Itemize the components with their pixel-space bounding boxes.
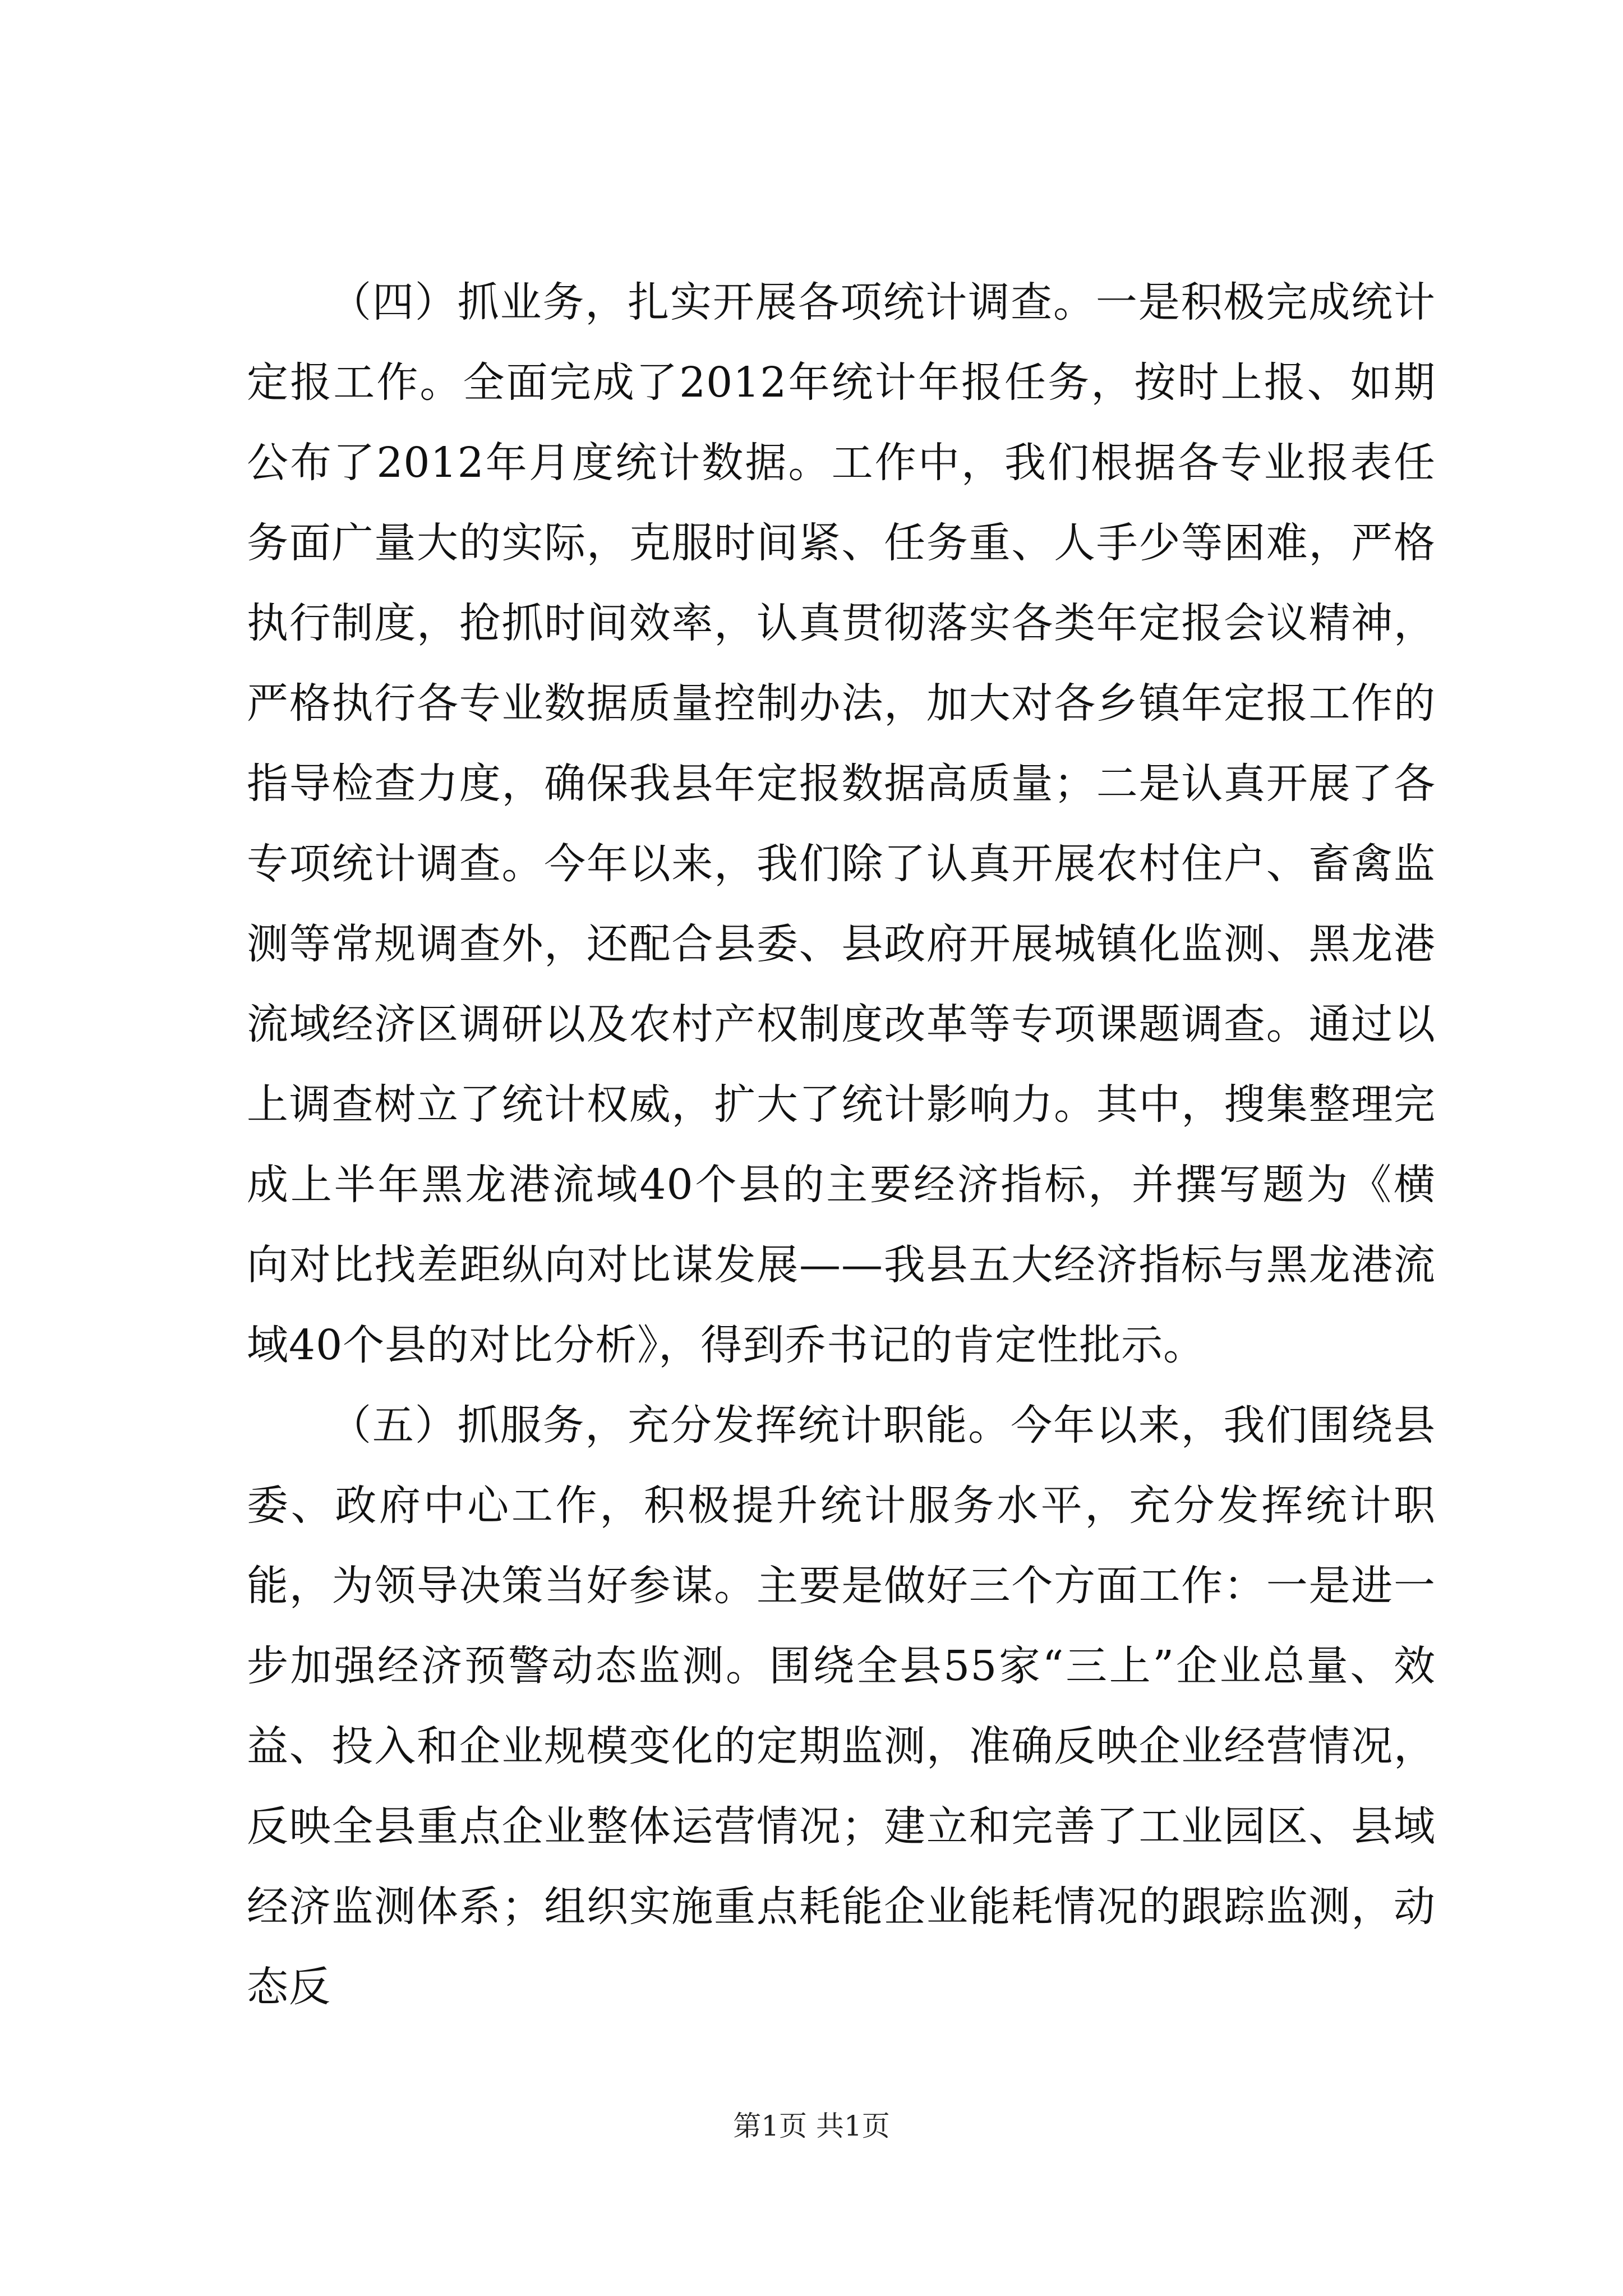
paragraph-section-four: （四）抓业务，扎实开展各项统计调查。一是积极完成统计定报工作。全面完成了2012年统计年报任务，按时上报、如期公布了2012年月度统计数据。工作中，我们根据各专业报表任务面广量大的实际，克服时间紧、任务重、人手少等困难，严格执行制度，抢抓时间效率，认真贯彻落实各类年定报会议精神，严格执行各专业数据质量控制办法，加大对各乡镇年定报工作的指导检查力度，确保我县年定报数据高质量；二是认真开展了各专项统计调查。今年以来，我们除了认真开展农村住户、畜禽监测等常规调查外，还配合县委、县政府开展城镇化监测、黑龙港流域经济区调研以及农村产权制度改革等专项课题调查。通过以上调查树立了统计权威，扩大了统计影响力。其中，搜集整理完成上半年黑龙港流域40个县的主要经济指标，并撰写题为《横向对比找差距纵向对比谋发展——我县五大经济指标与黑龙港流域40个县的对比分析》，得到乔书记的肯定性批示。 (247, 278, 1436, 1369)
page-footer: 第1页 共1页 (733, 2110, 890, 2142)
paragraph-section-five: （五）抓服务，充分发挥统计职能。今年以来，我们围绕县委、政府中心工作，积极提升统计服务水平，充分发挥统计职能，为领导决策当好参谋。主要是做好三个方面工作：一是进一步加强经济预警动态监测。围绕全县55家“三上”企业总量、效益、投入和企业规模变化的定期监测，准确反映企业经营情况，反映全县重点企业整体运营情况；建立和完善了工业园区、县域经济监测体系；组织实施重点耗能企业能耗情况的跟踪监测，动态反 (247, 1401, 1436, 2011)
document-body (247, 263, 1436, 2027)
